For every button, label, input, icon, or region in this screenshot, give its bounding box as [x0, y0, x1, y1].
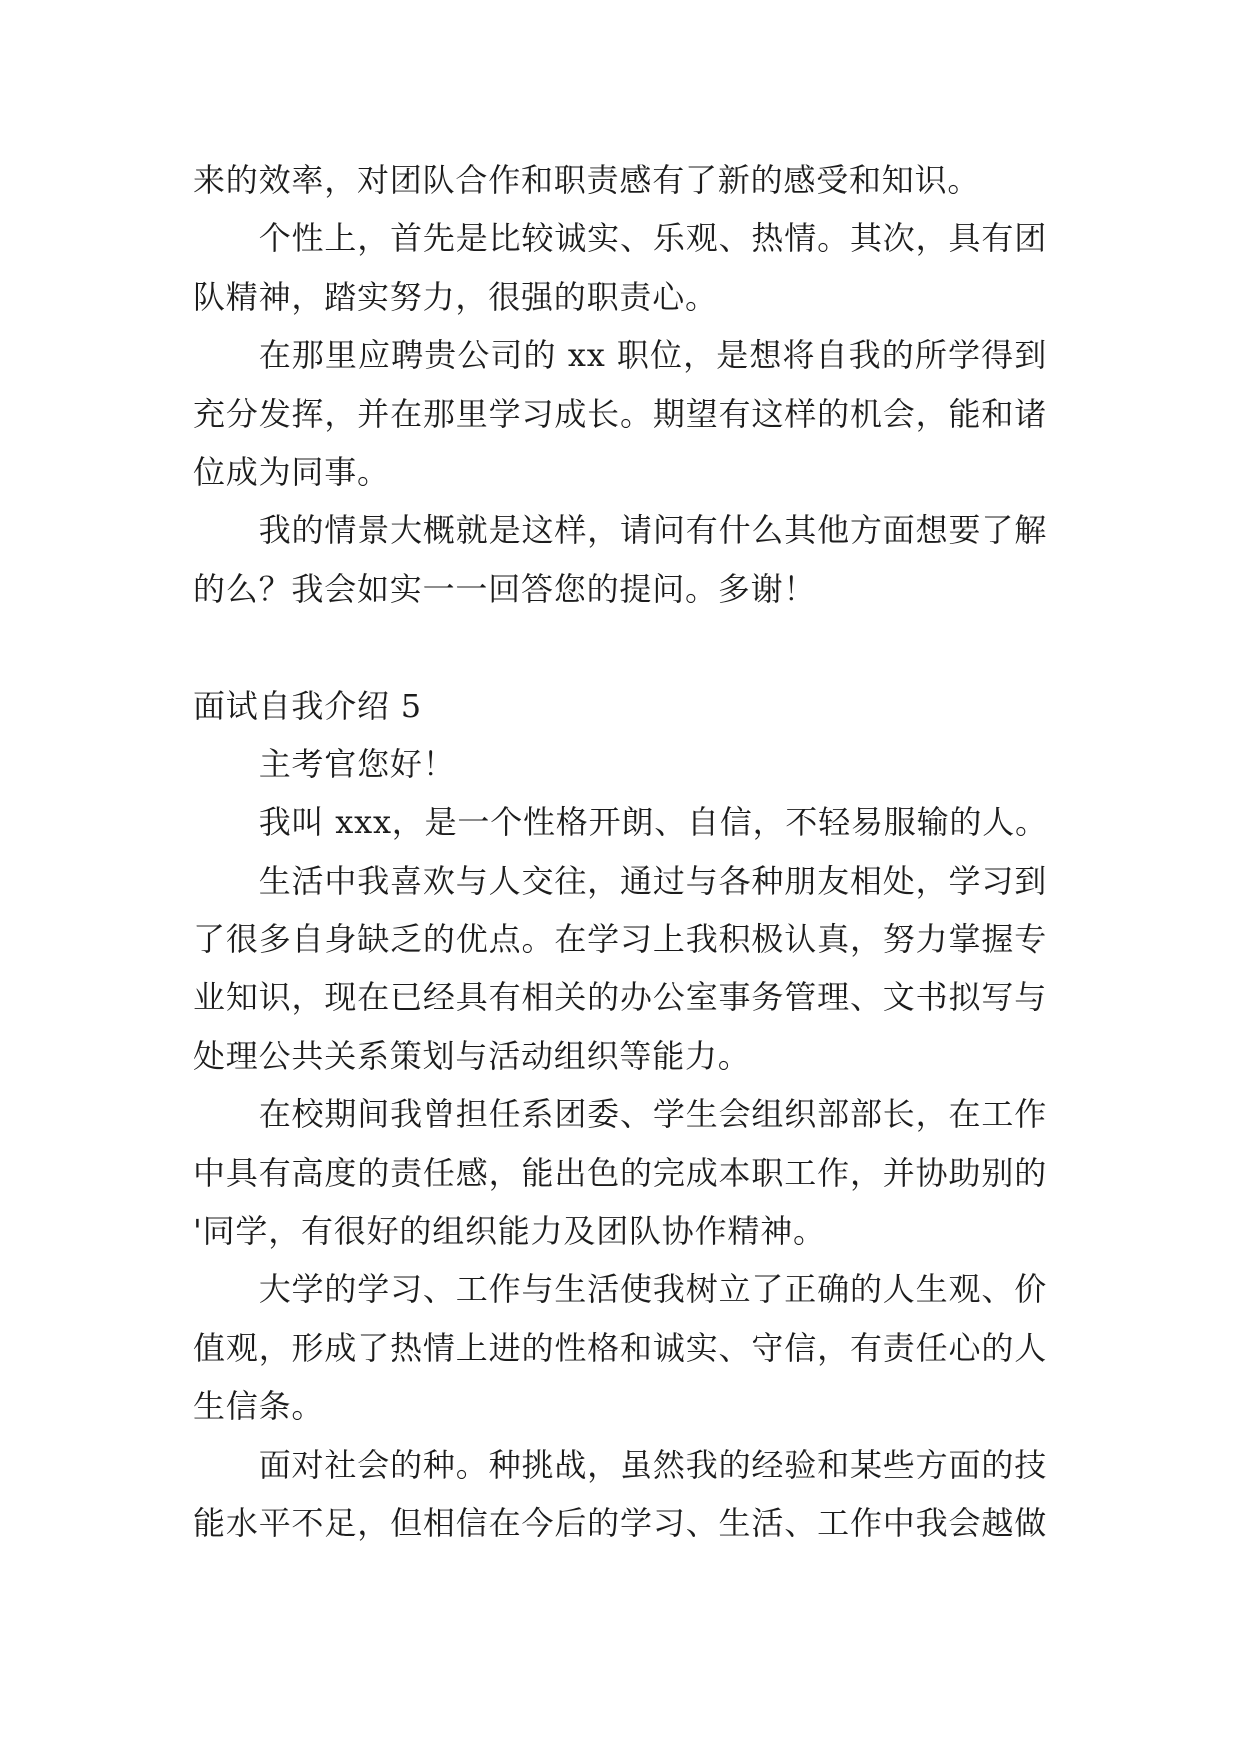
page-body [193, 151, 1047, 1552]
paragraph [193, 501, 1047, 618]
section-heading: 面试自我介绍 5 [193, 686, 422, 725]
text-line: 的么？我会如实一一回答您的提问。多谢！ [193, 569, 817, 608]
text-line: 业知识，现在已经具有相关的办公室事务管理、文书拟写与 [193, 978, 1047, 1017]
paragraph [193, 852, 1047, 1086]
paragraph [193, 209, 1047, 326]
blank-line [193, 618, 1047, 676]
paragraph [193, 1260, 1047, 1435]
text-line: 了很多自身缺乏的优点。在学习上我积极认真，努力掌握专 [193, 920, 1047, 959]
paragraph [193, 151, 1047, 209]
paragraph [193, 326, 1047, 501]
text-line: 生活中我喜欢与人交往，通过与各种朋友相处，学习到 [258, 861, 1047, 900]
text-line: 个性上，首先是比较诚实、乐观、热情。其次，具有团 [258, 219, 1047, 258]
text-line: 大学的学习、工作与生活使我树立了正确的人生观、价 [258, 1270, 1047, 1309]
text-line: 我叫 xxx，是一个性格开朗、自信，不轻易服输的人。 [258, 803, 1048, 842]
text-line: '同学，有很好的组织能力及团队协作精神。 [193, 1212, 826, 1251]
paragraph [193, 1436, 1047, 1553]
text-line: 处理公共关系策划与活动组织等能力。 [193, 1036, 751, 1075]
text-line: 生信条。 [193, 1387, 325, 1426]
text-line: 我的情景大概就是这样，请问有什么其他方面想要了解 [258, 511, 1047, 550]
text-line: 值观，形成了热情上进的性格和诚实、守信，有责任心的人 [193, 1328, 1047, 1367]
text-line: 队精神，踏实努力，很强的职责心。 [193, 277, 718, 316]
paragraph [193, 735, 1047, 793]
text-line: 主考官您好！ [258, 744, 456, 783]
text-line: 面对社会的种。种挑战，虽然我的经验和某些方面的技 [258, 1445, 1047, 1484]
paragraph [193, 1085, 1047, 1260]
text-line: 能水平不足，但相信在今后的学习、生活、工作中我会越做 [193, 1503, 1047, 1542]
text-line: 来的效率，对团队合作和职责感有了新的感受和知识。 [193, 161, 981, 199]
text-line: 在那里应聘贵公司的 xx 职位，是想将自我的所学得到 [258, 336, 1047, 375]
text-line: 中具有高度的责任感，能出色的完成本职工作，并协助别的 [193, 1153, 1047, 1192]
text-line: 充分发挥，并在那里学习成长。期望有这样的机会，能和诸 [193, 394, 1047, 433]
paragraph [193, 793, 1047, 851]
text-line: 在校期间我曾担任系团委、学生会组织部部长，在工作 [258, 1095, 1047, 1134]
text-line: 位成为同事。 [193, 452, 390, 491]
